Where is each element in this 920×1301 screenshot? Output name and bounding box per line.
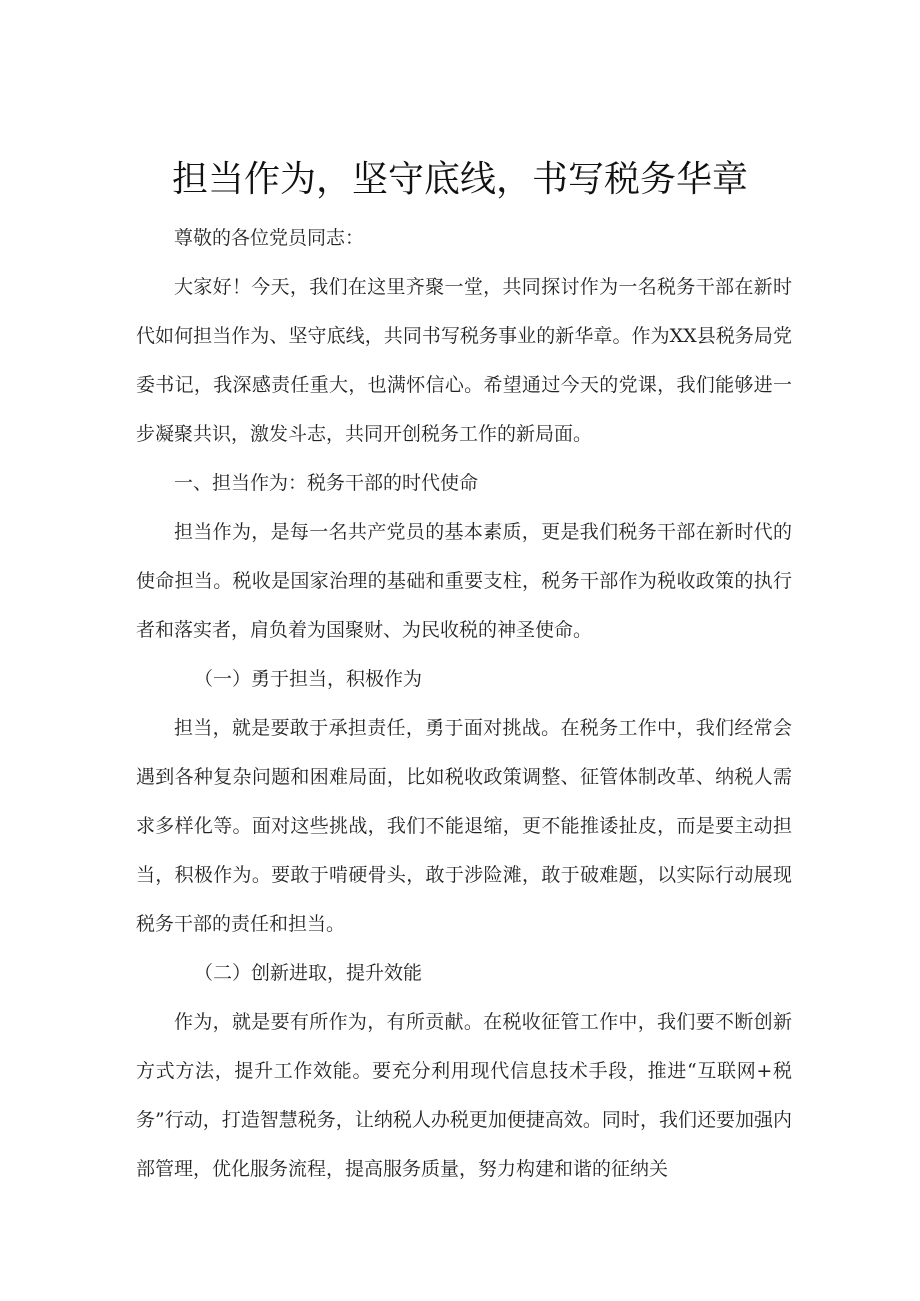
- section-heading-1: 一、担当作为：税务干部的时代使命: [174, 472, 479, 494]
- document-body: [136, 214, 792, 1194]
- paragraph-subsection-1: 担当，就是要敢于承担责任，勇于面对挑战。在税务工作中，我们经常会遇到各种复杂问题和困难局面，比如税收政策调整、征管体制改革、纳税人需求多样化等。面对这些挑战，我们不能退缩，更不能推诿扯皮，而是要主动担当，积极作为。要敢于啃硬骨头，敢于涉险滩，敢于破难题，以实际行动展现税务干部的责任和担当。: [136, 717, 792, 935]
- document-title: 担当作为，坚守底线，书写税务华章: [171, 159, 748, 200]
- paragraph-intro: 大家好！今天，我们在这里齐聚一堂，共同探讨作为一名税务干部在新时代如何担当作为、坚守底线，共同书写税务事业的新华章。作为XX县税务局党委书记，我深感责任重大，也满怀信心。希望通过今天的党课，我们能够进一步凝聚共识，激发斗志，共同开创税务工作的新局面。: [136, 276, 792, 445]
- salutation: 尊敬的各位党员同志：: [174, 227, 365, 249]
- subsection-heading-1: （一）勇于担当，积极作为: [194, 668, 423, 690]
- subsection-heading-2: （二）创新进取，提升效能: [194, 962, 423, 984]
- paragraph-subsection-2: 作为，就是要有所作为，有所贡献。在税收征管工作中，我们要不断创新方式方法，提升工作效能。要充分利用现代信息技术手段，推进“互联网+税务”行动，打造智慧税务，让纳税人办税更加便捷高效。同时，我们还要加强内部管理，优化服务流程，提高服务质量，努力构建和谐的征纳关: [136, 1011, 792, 1180]
- paragraph-section-1: 担当作为，是每一名共产党员的基本素质，更是我们税务干部在新时代的使命担当。税收是国家治理的基础和重要支柱，税务干部作为税收政策的执行者和落实者，肩负着为国聚财、为民收税的神圣使命。: [136, 521, 792, 641]
